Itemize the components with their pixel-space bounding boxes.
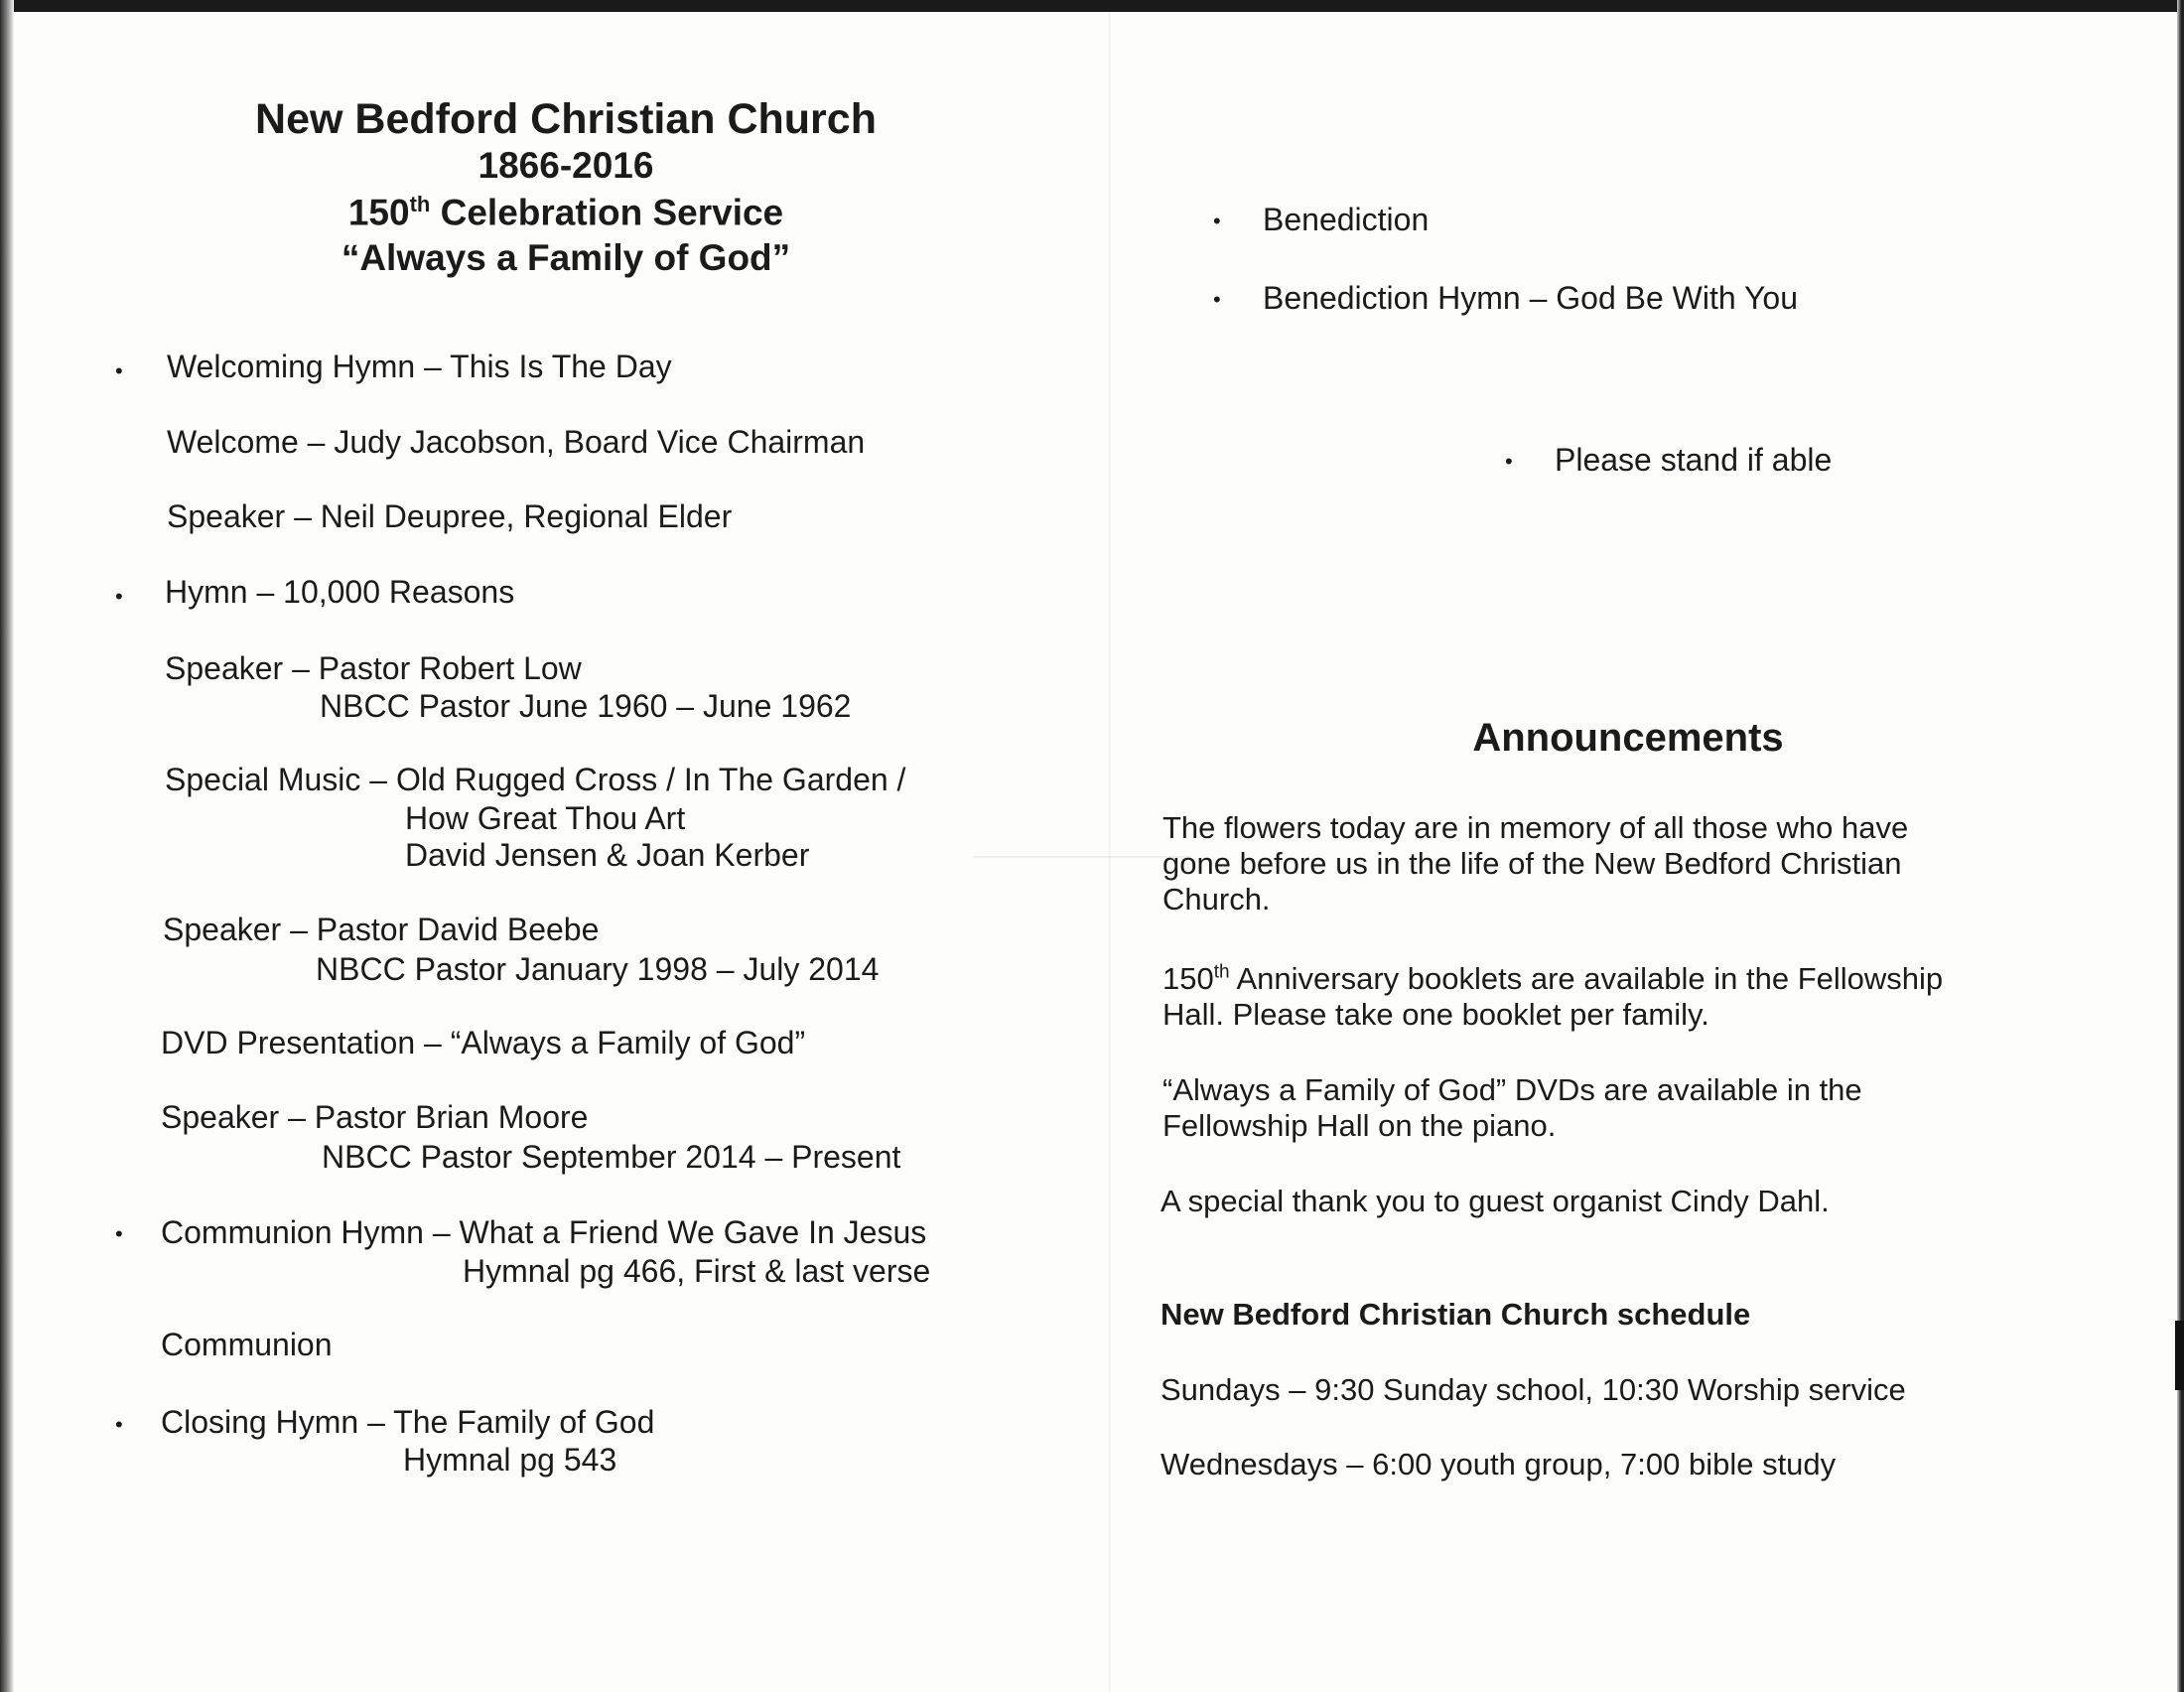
page-fold — [1108, 12, 1111, 1692]
communion-hymn: Communion Hymn – What a Friend We Gave In Jesus — [161, 1214, 927, 1250]
benediction-item: Benediction — [1263, 202, 1430, 237]
speaker-beebe-tenure: NBCC Pastor January 1998 – July 2014 — [316, 951, 880, 987]
hymn-item: Hymn – 10,000 Reasons — [165, 574, 515, 610]
flowers-line-3: Church. — [1162, 882, 1271, 916]
organist-thanks: A special thank you to guest organist Cindy Dahl. — [1160, 1184, 1830, 1218]
standing-bullet: • — [115, 358, 123, 383]
standing-bullet: • — [1213, 287, 1221, 312]
speaker-low-tenure: NBCC Pastor June 1960 – June 1962 — [320, 688, 852, 724]
paper-crease — [973, 856, 1191, 858]
announcements-title: Announcements — [1472, 716, 1784, 760]
dvds-line-2: Fellowship Hall on the piano. — [1162, 1108, 1557, 1143]
booklets-ordinal-suffix: th — [1213, 961, 1230, 983]
standing-bullet: • — [1213, 209, 1221, 233]
scan-top-border — [0, 0, 2184, 12]
celebration-ordinal-suffix: th — [409, 192, 431, 216]
wednesdays-schedule: Wednesdays – 6:00 youth group, 7:00 bible study — [1160, 1447, 1837, 1481]
speaker-beebe: Speaker – Pastor David Beebe — [163, 912, 600, 947]
flowers-line-1: The flowers today are in memory of all those who have — [1162, 810, 1909, 845]
dvds-line-1: “Always a Family of God” DVDs are available in the — [1162, 1072, 1862, 1107]
legend-bullet: • — [1505, 449, 1513, 474]
flowers-line-2: gone before us in the life of the New Bedford Christian — [1162, 846, 1902, 881]
celebration-rest: Celebration Service — [430, 192, 784, 233]
schedule-title: New Bedford Christian Church schedule — [1160, 1297, 1751, 1332]
church-years: 1866-2016 — [478, 145, 654, 186]
benediction-hymn: Benediction Hymn – God Be With You — [1263, 280, 1798, 316]
booklets-ordinal: 150 — [1162, 961, 1214, 996]
closing-hymn: Closing Hymn – The Family of God — [161, 1404, 655, 1440]
communion-hymn-detail: Hymnal pg 466, First & last verse — [463, 1253, 931, 1289]
celebration-ordinal: 150 — [347, 192, 410, 233]
church-title: New Bedford Christian Church — [255, 95, 877, 143]
scan-right-shadow — [2175, 1321, 2184, 1390]
sundays-schedule: Sundays – 9:30 Sunday school, 10:30 Worship service — [1160, 1372, 1906, 1407]
standing-bullet: • — [115, 1221, 123, 1246]
communion-item: Communion — [161, 1327, 333, 1362]
special-music: Special Music – Old Rugged Cross / In The Garden / — [165, 762, 906, 797]
stand-legend: Please stand if able — [1555, 442, 1833, 478]
special-music-performers: David Jensen & Joan Kerber — [405, 837, 810, 873]
dvd-presentation: DVD Presentation – “Always a Family of God” — [161, 1025, 806, 1060]
speaker-moore-tenure: NBCC Pastor September 2014 – Present — [322, 1139, 901, 1175]
celebration-title — [149, 192, 983, 233]
standing-bullet: • — [115, 584, 123, 609]
service-theme: “Always a Family of God” — [341, 237, 791, 278]
scan-right-border — [2177, 0, 2184, 1692]
closing-hymn-detail: Hymnal pg 543 — [403, 1442, 617, 1478]
welcoming-hymn: Welcoming Hymn – This Is The Day — [167, 349, 672, 384]
booklets-line-2: Hall. Please take one booklet per family. — [1162, 997, 1709, 1032]
speaker-moore: Speaker – Pastor Brian Moore — [161, 1099, 589, 1135]
speaker-deupree: Speaker – Neil Deupree, Regional Elder — [167, 498, 733, 534]
special-music-line2: How Great Thou Art — [405, 800, 686, 836]
scan-left-border — [0, 0, 14, 1692]
standing-bullet: • — [115, 1412, 123, 1437]
booklets-line-1 — [1162, 961, 1943, 997]
welcome-item: Welcome – Judy Jacobson, Board Vice Chairman — [167, 424, 866, 460]
speaker-low: Speaker – Pastor Robert Low — [165, 650, 582, 686]
booklets-rest: Anniversary booklets are available in the Fellowship — [1229, 961, 1944, 996]
